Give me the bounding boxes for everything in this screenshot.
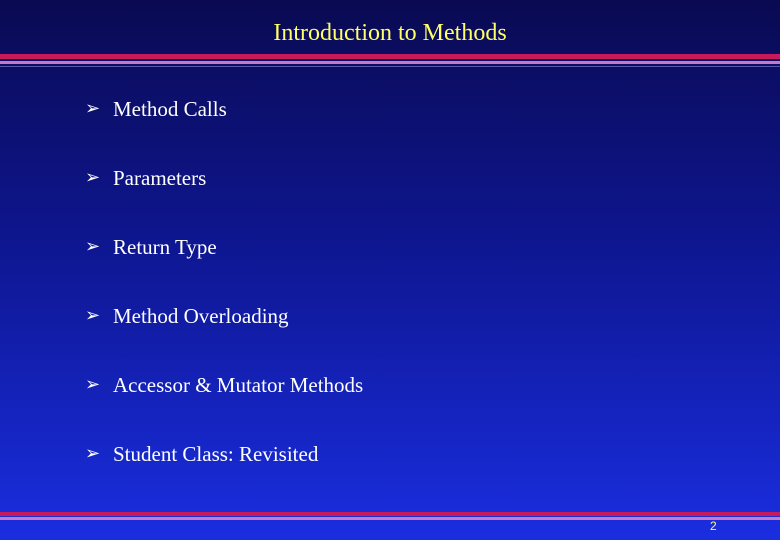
page-number: 2 bbox=[710, 519, 717, 533]
bullet-item-accessor-mutator bbox=[85, 370, 363, 439]
bullet-label: Return Type bbox=[113, 235, 217, 259]
arrow-bullet-icon: ➢ bbox=[85, 167, 101, 188]
arrow-bullet-icon: ➢ bbox=[85, 305, 101, 326]
title-divider bbox=[0, 54, 780, 59]
footer-divider-secondary bbox=[0, 517, 780, 520]
bullet-item-method-calls bbox=[85, 94, 363, 163]
arrow-bullet-icon: ➢ bbox=[85, 98, 101, 119]
bullet-label: Method Calls bbox=[113, 97, 227, 121]
bullet-item-student-class bbox=[85, 439, 363, 508]
bullet-list bbox=[85, 94, 363, 508]
title-divider-tertiary bbox=[0, 66, 780, 67]
slide-title: Introduction to Methods bbox=[273, 20, 507, 46]
bullet-item-method-overloading bbox=[85, 301, 363, 370]
bullet-item-parameters bbox=[85, 163, 363, 232]
bullet-label: Student Class: Revisited bbox=[113, 442, 319, 466]
arrow-bullet-icon: ➢ bbox=[85, 443, 101, 464]
bullet-label: Parameters bbox=[113, 166, 207, 190]
footer-divider bbox=[0, 512, 780, 516]
arrow-bullet-icon: ➢ bbox=[85, 236, 101, 257]
bullet-item-return-type bbox=[85, 232, 363, 301]
bullet-label: Method Overloading bbox=[113, 304, 289, 328]
bullet-label: Accessor & Mutator Methods bbox=[113, 373, 364, 397]
arrow-bullet-icon: ➢ bbox=[85, 374, 101, 395]
title-divider-secondary bbox=[0, 61, 780, 64]
